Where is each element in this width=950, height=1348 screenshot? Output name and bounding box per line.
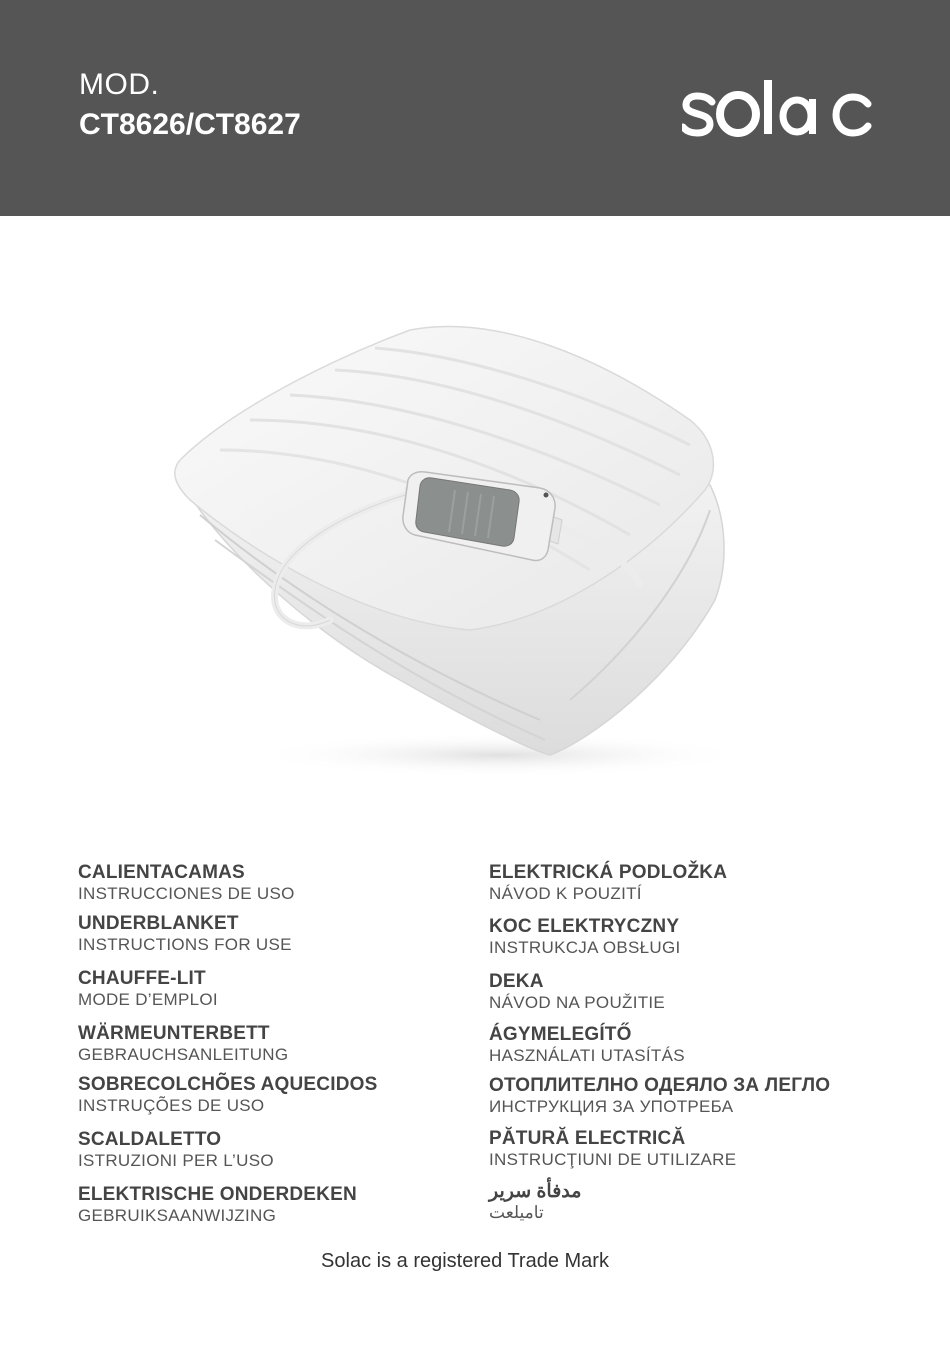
manual-subtitle: INSTRUCCIONES DE USO — [78, 884, 295, 903]
language-entry-dutch — [78, 1184, 498, 1226]
model-number: CT8626/CT8627 — [79, 108, 301, 141]
product-image — [170, 300, 770, 780]
mod-label: MOD. — [79, 68, 160, 101]
product-title: SOBRECOLCHÕES AQUECIDOS — [78, 1074, 378, 1095]
language-entry-portuguese — [78, 1074, 498, 1129]
product-title: ELEKTRISCHE ONDERDEKEN — [78, 1184, 357, 1205]
product-title: CALIENTACAMAS — [78, 862, 245, 883]
language-entry-english — [78, 913, 498, 968]
manual-subtitle: ISTRUZIONI PER L’USO — [78, 1151, 274, 1170]
manual-subtitle: GEBRUIKSAANWIJZING — [78, 1206, 277, 1225]
language-entry-spanish — [78, 862, 498, 913]
language-entry-italian — [78, 1129, 498, 1184]
header-banner — [0, 0, 950, 216]
manual-subtitle: HASZNÁLATI UTASÍTÁS — [489, 1046, 685, 1065]
manual-subtitle: MODE D’EMPLOI — [78, 990, 218, 1009]
manual-subtitle: INSTRUCTIONS FOR USE — [78, 935, 292, 954]
product-title: ÁGYMELEGÍTŐ — [489, 1024, 632, 1045]
language-entry-hungarian — [489, 1024, 909, 1075]
manual-subtitle: NÁVOD K POUZITÍ — [489, 884, 642, 903]
product-title: DEKA — [489, 971, 544, 992]
language-entry-czech — [489, 862, 909, 916]
product-title: SCALDALETTO — [78, 1129, 222, 1150]
manual-subtitle: NÁVOD NA POUŽITIE — [489, 993, 666, 1012]
product-title: KOC ELEKTRYCZNY — [489, 916, 680, 937]
trademark-note: Solac is a registered Trade Mark — [321, 1250, 609, 1272]
language-entry-bulgarian — [489, 1075, 909, 1128]
language-list-left — [78, 862, 498, 1226]
language-entry-slovak — [489, 971, 909, 1024]
product-title: ОТОПЛИТЕЛНО ОДЕЯЛО ЗА ЛЕГЛО — [489, 1075, 831, 1096]
product-title: PĂTURĂ ELECTRICĂ — [489, 1128, 686, 1149]
manual-subtitle: INSTRUKCJA OBSŁUGI — [489, 938, 681, 957]
manual-subtitle: INSTRUCŢIUNI DE UTILIZARE — [489, 1150, 737, 1169]
language-entry-german — [78, 1023, 498, 1074]
solac-logo — [682, 74, 877, 144]
language-entry-french — [78, 968, 498, 1023]
language-entry-arabic — [489, 1181, 909, 1223]
product-title: WÄRMEUNTERBETT — [78, 1023, 270, 1044]
language-list-right — [489, 862, 909, 1223]
manual-subtitle: ИНСТРУКЦИЯ ЗА УПОТРЕБА — [489, 1097, 734, 1116]
manual-subtitle: تاميلعت — [489, 1203, 544, 1222]
manual-subtitle: INSTRUÇÕES DE USO — [78, 1096, 265, 1115]
language-entry-polish — [489, 916, 909, 971]
language-entry-romanian — [489, 1128, 909, 1181]
product-title: مدفأة سرير — [489, 1181, 582, 1202]
manual-subtitle: GEBRAUCHSANLEITUNG — [78, 1045, 289, 1064]
product-title: CHAUFFE-LIT — [78, 968, 206, 989]
product-title: UNDERBLANKET — [78, 913, 239, 934]
product-title: ELEKTRICKÁ PODLOŽKA — [489, 862, 728, 883]
